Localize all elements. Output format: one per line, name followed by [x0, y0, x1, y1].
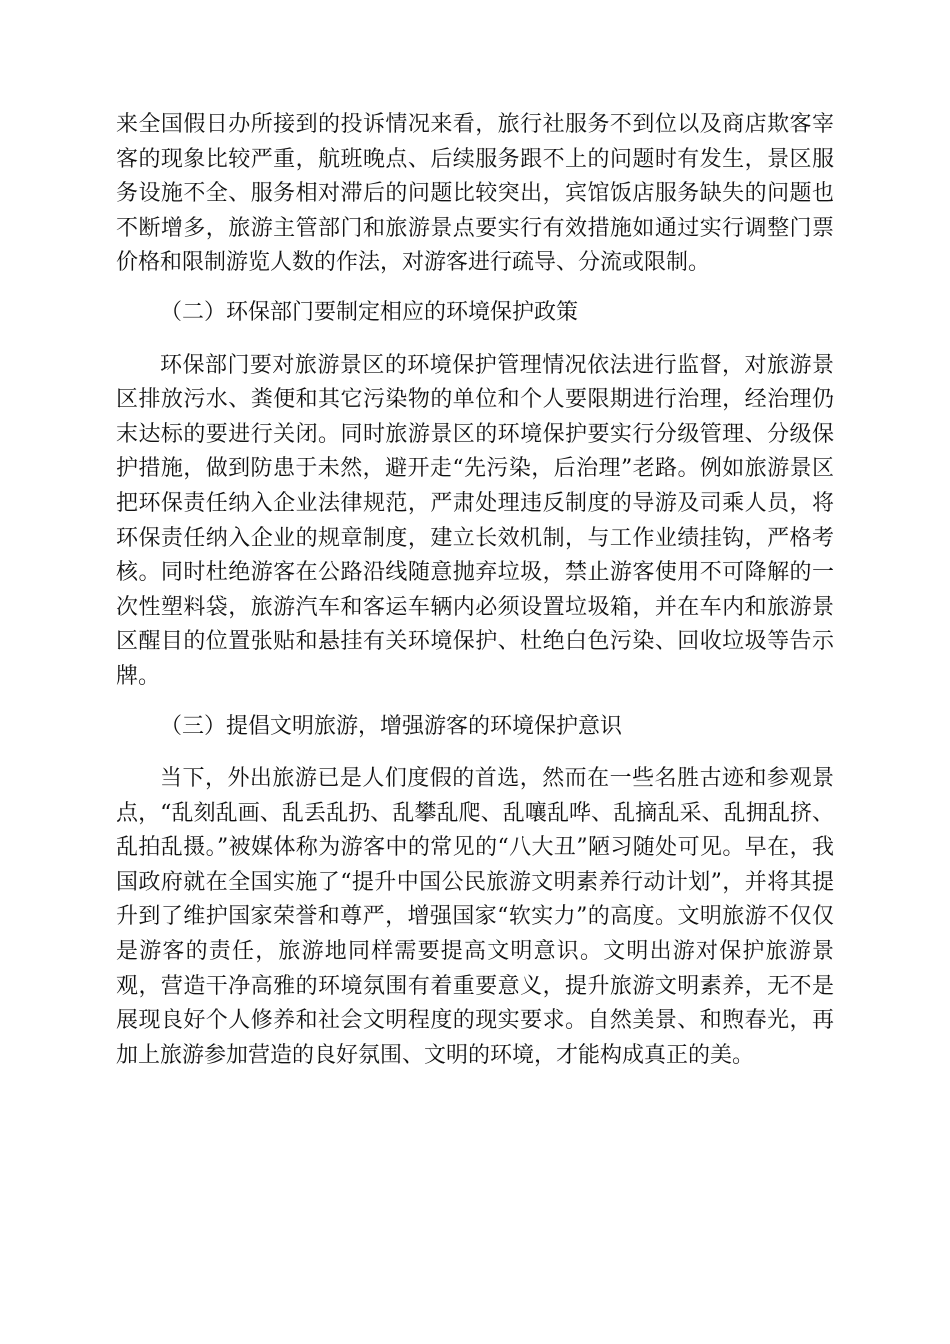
section-heading-environmental-policy: （二）环保部门要制定相应的环境保护政策: [160, 299, 579, 325]
paragraph-civilized-tourism: 当下，外出旅游已是人们度假的首选，然而在一些名胜古迹和参观景点，“乱刻乱画、乱丢乱扔、乱攀乱爬、乱嚷乱哗、乱摘乱采、乱拥乱挤、乱拍乱摄。”被媒体称为游客中的常见的“八大丑”陋习随处可见。早在，我国政府就在全国实施了“提升中国公民旅游文明素养行动计划”，并将其提升到了维护国家荣誉和尊严，增强国家“软实力”的高度。文明旅游不仅仅是游客的责任，旅游地同样需要提高文明意识。文明出游对保护旅游景观，营造干净高雅的环境氛围有着重要意义，提升旅游文明素养，无不是展现良好个人修养和社会文明程度的现实要求。自然美景、和煦春光，再加上旅游参加营造的良好氛围、文明的环境，才能构成真正的美。: [116, 766, 834, 1068]
paragraph-environmental-policy: 环保部门要对旅游景区的环境保护管理情况依法进行监督，对旅游景区排放污水、粪便和其它污染物的单位和个人要限期进行治理，经治理仍末达标的要进行关闭。同时旅游景区的环境保护要实行分级管理、分级保护措施，做到防患于未然，避开走“先污染，后治理”老路。例如旅游景区把环保责任纳入企业法律规范，严肃处理违反制度的导游及司乘人员，将环保责任纳入企业的规章制度，建立长效机制，与工作业绩挂钩，严格考核。同时杜绝游客在公路沿线随意抛弃垃圾，禁止游客使用不可降解的一次性塑料袋，旅游汽车和客运车辆内必须设置垃圾箱，并在车内和旅游景区醒目的位置张贴和悬挂有关环境保护、杜绝白色污染、回收垃圾等告示牌。: [116, 352, 834, 689]
paragraph-intro-continuation: 来全国假日办所接到的投诉情况来看，旅行社服务不到位以及商店欺客宰客的现象比较严重，航班晚点、后续服务跟不上的问题时有发生，景区服务设施不全、服务相对滞后的问题比较突出，宾馆饭店服务缺失的问题也不断增多，旅游主管部门和旅游景点要实行有效措施如通过实行调整门票价格和限制游览人数的作法，对游客进行疏导、分流或限制。: [116, 112, 834, 276]
section-heading-civilized-tourism: （三）提倡文明旅游，增强游客的环境保护意识: [160, 713, 623, 739]
